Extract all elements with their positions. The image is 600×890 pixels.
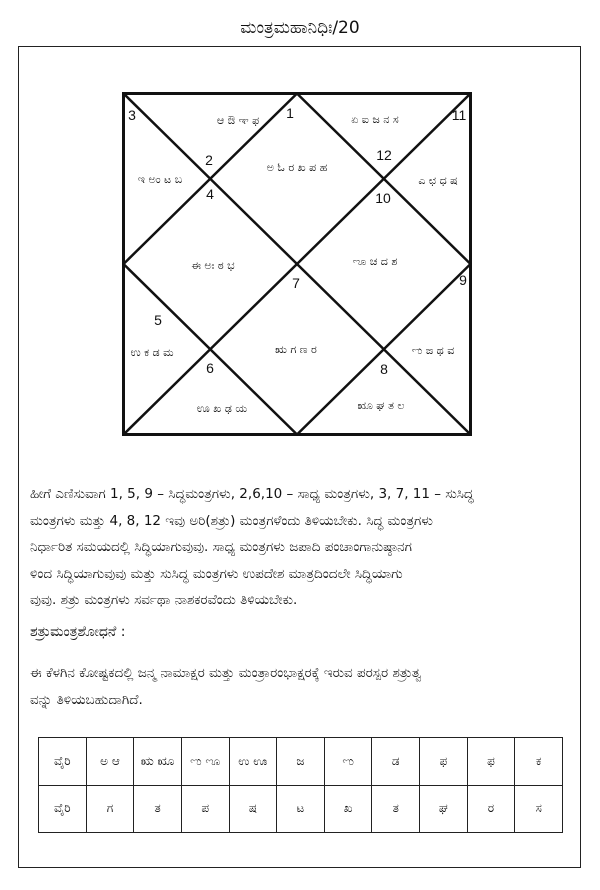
house-letters: ಇ ಅಂ ಟ ಬ [137,173,183,186]
table-row [39,738,563,786]
table-cell: ಅ ಆ [86,738,134,786]
house-number: 6 [206,360,214,376]
text-line: ಮಂತ್ರಗಳು ಮತ್ತು 4, 8, 12 ಇವು ಅರಿ(ಶತ್ರು) ಮಂತ್ರಗಳೆಂದು ತಿಳಿಯಬೇಕು. ಸಿದ್ಧ ಮಂತ್ರಗಳು [30,512,433,529]
enemy-letters-table [38,737,563,833]
house-number: 10 [375,190,391,206]
house-number: 12 [376,147,392,163]
house-letters: ಏ ಐ ಜ ನ ಸ [351,113,399,126]
house-number: 3 [128,107,136,123]
house-number: 4 [206,186,214,202]
table-cell: ಡ [372,738,420,786]
paragraph-table-intro [30,660,575,713]
table-cell: ಖ [324,785,372,833]
house-letters: ಆ ಔ ಞ ಫ [216,114,260,127]
page-title: ಮಂತ್ರಮಹಾನಿಧಿಃ/20 [240,18,360,38]
house-letters: ಈ ಅಃ ಠ ಭ [191,259,235,272]
table-cell: ಌ ೡ [181,738,229,786]
house-letters: ೠ ಘ ತ ಲ [357,399,405,412]
text-line: ವನ್ನು ತಿಳಿಯಬಹುದಾಗಿದೆ. [30,691,143,708]
table-cell: ಗ [86,785,134,833]
horoscope-chart [122,92,472,436]
table-cell: ಷ [229,785,277,833]
table-row [39,785,563,833]
house-letters: ಊ ಖ ಢ ಯ [196,402,248,415]
house-number: 5 [154,312,162,328]
table-cell: ಫ [467,738,515,786]
table-cell: ವೈರಿ [39,738,87,786]
table-cell: ಸ [515,785,563,833]
table-cell: ತ [372,785,420,833]
table-cell: ರ [467,785,515,833]
table-cell: ಟ [277,785,325,833]
house-number: 2 [205,152,213,168]
table-cell: ಉ ಊ [229,738,277,786]
section-heading: ಶತ್ರುಮಂತ್ರಶೋಧನೆ : [30,624,126,640]
house-letters: ಌ ಙ ಥ ವ [411,344,455,357]
table-cell: ಫ [420,738,468,786]
text-line: ಳಿಂದ ಸಿದ್ಧಿಯಾಗುವುವು ಮತ್ತು ಸುಸಿದ್ಧ ಮಂತ್ರಗಳು ಉಪದೇಶ ಮಾತ್ರದಿಂದಲೇ ಸಿದ್ಧಿಯಾಗು [30,565,403,582]
house-number: 8 [380,361,388,377]
house-number: 11 [451,107,467,123]
house-letters: ಅ ಓ ರ ಖ ಪ ಹ [266,161,328,174]
table-cell: ಜ [277,738,325,786]
table-cell: ಕ [515,738,563,786]
text-line: ವುವು. ಶತ್ರು ಮಂತ್ರಗಳು ಸರ್ವಥಾ ನಾಶಕರವೆಂದು ತಿಳಿಯಬೇಕು. [30,592,298,608]
text-line: ಹೀಗೆ ಎಣಿಸುವಾಗ 1, 5, 9 – ಸಿದ್ಧಮಂತ್ರಗಳು, 2,6,10 – ಸಾಧ್ಯ ಮಂತ್ರಗಳು, 3, 7, 11 – ಸುಸಿದ್ಧ [30,486,474,502]
house-number: 1 [286,105,294,121]
text-line: ನಿರ್ಧಾರಿತ ಸಮಯದಲ್ಲಿ ಸಿದ್ಧಿಯಾಗುವುವು. ಸಾಧ್ಯ ಮಂತ್ರಗಳು ಜಪಾದಿ ಪಂಚಾಂಗಾನುಷ್ಠಾನಗ [30,539,412,555]
house-letters: ಋ ಗ ಣ ರ [275,343,317,356]
paragraph-mantra-classification [30,481,575,614]
table-cell: ತ [134,785,182,833]
table-cell: ಘ [420,785,468,833]
house-letters: ಉ ಕ ಡ ಮ [130,346,174,359]
house-number: 7 [292,275,300,291]
chart-lines [122,92,472,436]
text-line: ಈ ಕೆಳಗಿನ ಕೋಷ್ಟಕದಲ್ಲಿ ಜನ್ಮ ನಾಮಾಕ್ಷರ ಮತ್ತು ಮಂತ್ರಾರಂಭಾಕ್ಷರಕ್ಕೆ ಇರುವ ಪರಸ್ಪರ ಶತ್ರುತ್ವ [30,665,422,681]
table-cell: ವೈರಿ [39,785,87,833]
house-letters: ೡ ಚ ದ ಶ [352,255,398,268]
table-cell: ಋ ೠ [134,738,182,786]
house-letters: ಎ ಛ ಧ ಷ [418,174,458,187]
house-number: 9 [459,272,467,288]
table-cell: ಪ [181,785,229,833]
table-cell: ಌ [324,738,372,786]
